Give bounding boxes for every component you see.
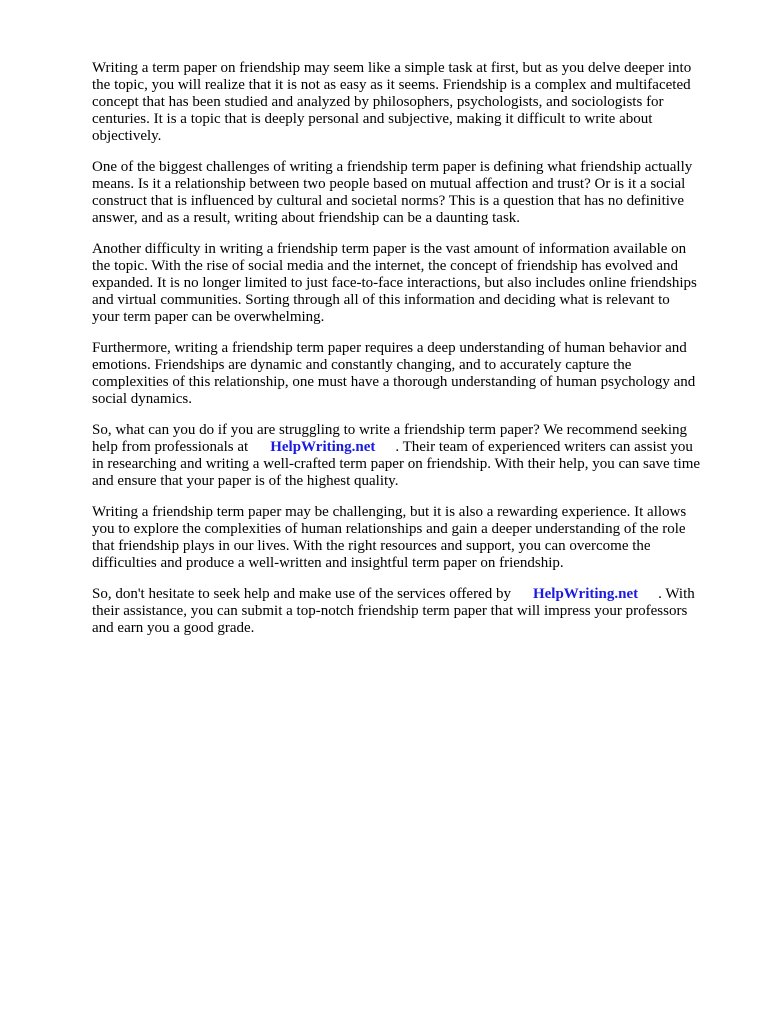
text-line: your term paper can be overwhelming. bbox=[92, 309, 325, 325]
text-fragment: . With bbox=[658, 586, 695, 602]
text-line: expanded. It is no longer limited to just face-to-face interactions, but also includes online friendships bbox=[92, 275, 697, 291]
text-line: their assistance, you can submit a top-notch friendship term paper that will impress your professors bbox=[92, 603, 688, 619]
text-line: social dynamics. bbox=[92, 391, 192, 407]
text-line: One of the biggest challenges of writing a friendship term paper is defining what friendship actually bbox=[92, 159, 693, 175]
text-fragment: So, don't hesitate to seek help and make use of the services offered by bbox=[92, 586, 511, 602]
text-line: the topic. With the rise of social media and the internet, the concept of friendship has evolved and bbox=[92, 258, 679, 274]
text-line: complexities of this relationship, one must have a thorough understanding of human psychology and bbox=[92, 374, 696, 390]
text-line: and earn you a good grade. bbox=[92, 620, 255, 636]
text-line: difficulties and produce a well-written and insightful term paper on friendship. bbox=[92, 555, 564, 571]
text-line: and virtual communities. Sorting through all of this information and deciding what is relevant to bbox=[92, 292, 670, 308]
text-line bbox=[92, 586, 732, 603]
text-line: concept that has been studied and analyzed by philosophers, psychologists, and sociologists for bbox=[92, 94, 664, 110]
text-line: centuries. It is a topic that is deeply personal and subjective, making it difficult to write about bbox=[92, 111, 653, 127]
text-line: emotions. Friendships are dynamic and constantly changing, and to accurately capture the bbox=[92, 357, 632, 373]
text-line: So, what can you do if you are struggling to write a friendship term paper? We recommend seeking bbox=[92, 422, 688, 438]
paragraph-understanding bbox=[92, 340, 732, 408]
text-line: Writing a term paper on friendship may seem like a simple task at first, but as you delve deeper into bbox=[92, 60, 692, 76]
paragraph-information bbox=[92, 241, 732, 326]
helpwriting-link[interactable]: HelpWriting.net bbox=[270, 439, 376, 455]
text-line: Another difficulty in writing a friendship term paper is the vast amount of information available on bbox=[92, 241, 687, 257]
paragraph-challenges bbox=[92, 159, 732, 227]
helpwriting-link[interactable]: HelpWriting.net bbox=[532, 586, 639, 602]
text-line: Writing a friendship term paper may be challenging, but it is also a rewarding experience. It allows bbox=[92, 504, 687, 520]
text-line: and ensure that your paper is of the highest quality. bbox=[92, 473, 399, 489]
text-line: objectively. bbox=[92, 128, 162, 144]
paragraph-rewarding bbox=[92, 504, 732, 572]
text-line: means. Is it a relationship between two people based on mutual affection and trust? Or is it a social bbox=[92, 176, 686, 192]
text-line: construct that is influenced by cultural and societal norms? This is a question that has no definitive bbox=[92, 193, 685, 209]
text-line: the topic, you will realize that it is not as easy as it seems. Friendship is a complex and multifaceted bbox=[92, 77, 691, 93]
text-line: answer, and as a result, writing about friendship can be a daunting task. bbox=[92, 210, 521, 226]
text-line bbox=[92, 439, 732, 456]
text-line: Furthermore, writing a friendship term paper requires a deep understanding of human behavior and bbox=[92, 340, 687, 356]
paragraph-intro bbox=[92, 60, 732, 145]
text-line: you to explore the complexities of human relationships and gain a deeper understanding of the role bbox=[92, 521, 686, 537]
text-fragment: help from professionals at bbox=[92, 439, 249, 455]
text-line: in researching and writing a well-crafted term paper on friendship. With their help, you can save time bbox=[92, 456, 701, 472]
text-line: that friendship plays in our lives. With the right resources and support, you can overcome the bbox=[92, 538, 651, 554]
paragraph-recommendation bbox=[92, 422, 732, 490]
text-fragment: . Their team of experienced writers can assist you bbox=[395, 439, 693, 455]
document-body bbox=[92, 60, 732, 651]
paragraph-conclusion bbox=[92, 586, 732, 637]
